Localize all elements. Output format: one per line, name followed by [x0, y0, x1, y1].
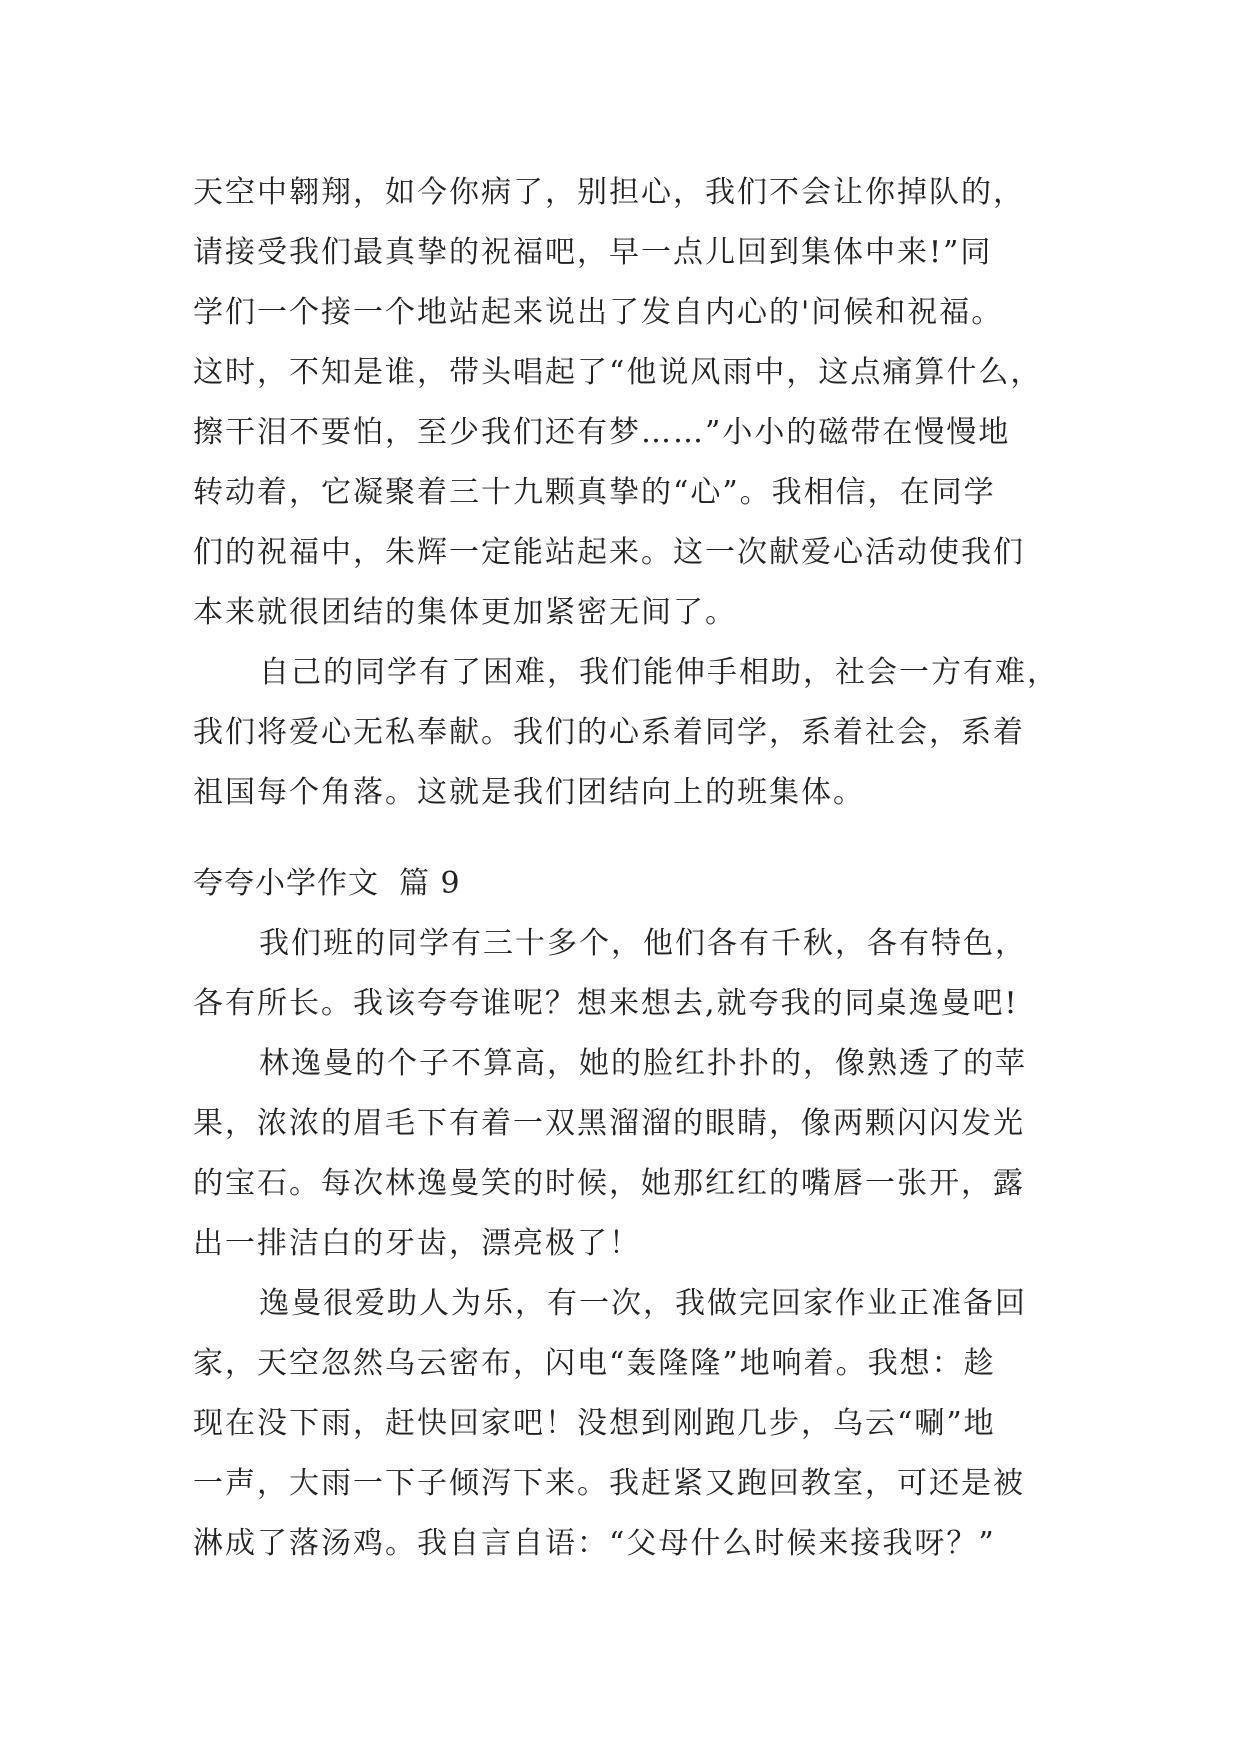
- heading-number: 篇 9: [399, 866, 461, 901]
- text-line: 果，浓浓的眉毛下有着一双黑溜溜的眼睛，像两颗闪闪发光: [193, 1106, 1025, 1141]
- paragraph-start-line: 林逸曼的个子不算高，她的脸红扑扑的，像熟透了的苹: [259, 1046, 1027, 1081]
- text-line: 我们将爱心无私奉献。我们的心系着同学，系着社会，系着: [193, 715, 1025, 750]
- text-line: 出一排洁白的牙齿，漂亮极了！: [193, 1226, 641, 1261]
- text-line: 天空中翱翔，如今你病了，别担心，我们不会让你掉队的，: [193, 175, 1025, 210]
- text-line: 本来就很团结的集体更加紧密无间了。: [193, 595, 737, 630]
- text-line: 淋成了落汤鸡。我自言自语：“父母什么时候来接我呀？”: [193, 1526, 996, 1561]
- text-line: 各有所长。我该夸夸谁呢？想来想去,就夸我的同桌逸曼吧!: [193, 986, 1019, 1021]
- text-line: 这时，不知是谁，带头唱起了“他说风雨中，这点痛算什么，: [193, 355, 1043, 390]
- text-line: 祖国每个角落。这就是我们团结向上的班集体。: [193, 775, 865, 810]
- paragraph-start-line: 自己的同学有了困难，我们能伸手相助，社会一方有难，: [259, 655, 1059, 690]
- paragraph-start-line: 逸曼很爱助人为乐，有一次，我做完回家作业正准备回: [259, 1286, 1027, 1321]
- text-line: 转动着，它凝聚着三十九颗真挚的“心”。我相信，在同学: [193, 475, 996, 510]
- essay-section-9: [193, 914, 1073, 1574]
- text-line: 们的祝福中，朱辉一定能站起来。这一次献爱心活动使我们: [193, 535, 1025, 570]
- paragraph-start-line: 我们班的同学有三十多个，他们各有千秋，各有特色，: [259, 926, 1027, 961]
- text-line: 现在没下雨，赶快回家吧！没想到刚跑几步，乌云“唰”地: [193, 1406, 996, 1441]
- section-heading: [193, 854, 461, 914]
- text-line: 的宝石。每次林逸曼笑的时候，她那红红的嘴唇一张开，露: [193, 1166, 1025, 1201]
- text-line: 家，天空忽然乌云密布，闪电“轰隆隆”地响着。我想：趁: [193, 1346, 996, 1381]
- text-line: 请接受我们最真挚的祝福吧，早一点儿回到集体中来!”同: [193, 235, 993, 270]
- heading-title: 夸夸小学作文: [193, 866, 379, 901]
- text-line: 擦干泪不要怕，至少我们还有梦……”小小的磁带在慢慢地: [193, 415, 1011, 450]
- text-line: 学们一个接一个地站起来说出了发自内心的'问候和祝福。: [193, 295, 1004, 330]
- essay-continuation: [193, 163, 1073, 823]
- text-line: 一声，大雨一下子倾泻下来。我赶紧又跑回教室，可还是被: [193, 1466, 1025, 1501]
